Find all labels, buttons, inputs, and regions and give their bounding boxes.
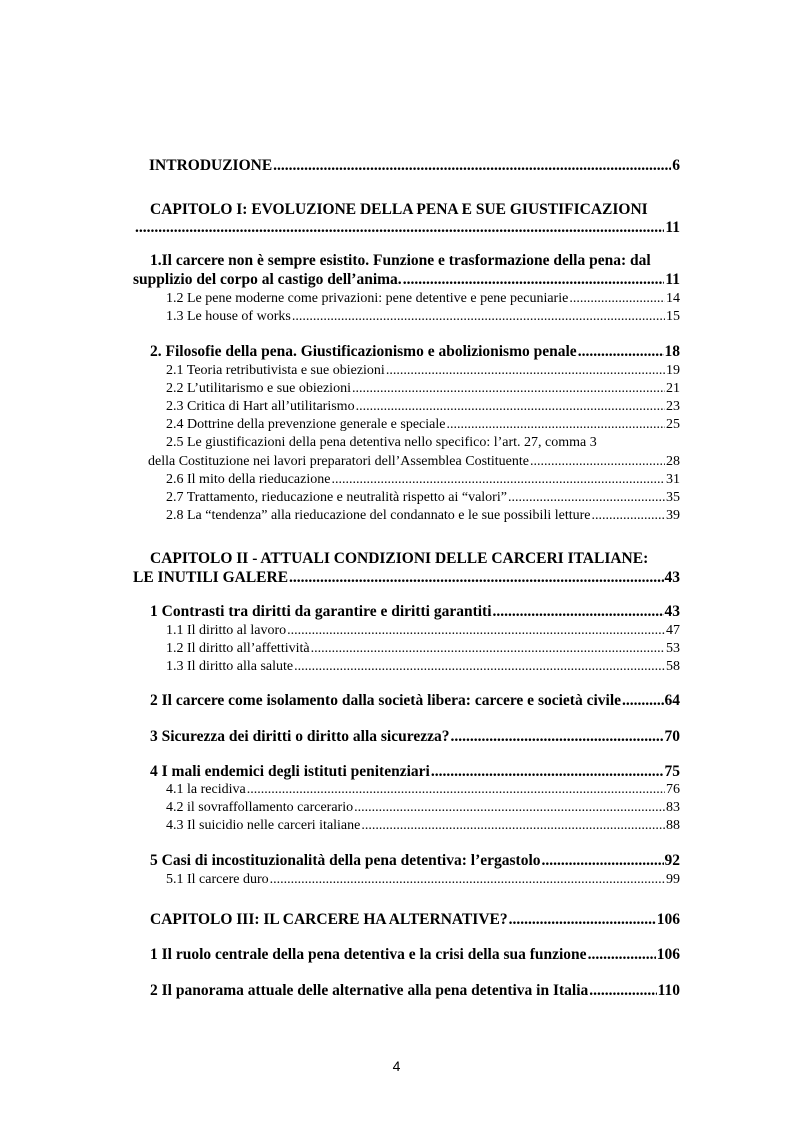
dot-leader (331, 473, 665, 487)
dot-leader (354, 801, 665, 815)
toc-entry-page: 64 (664, 692, 680, 709)
toc-entry-c2-1[interactable] (150, 604, 680, 620)
toc-entry-title: CAPITOLO III: IL CARCERE HA ALTERNATIVE? (150, 911, 508, 928)
toc-entry-page: 31 (666, 472, 680, 487)
toc-entry-page: 35 (666, 490, 680, 505)
dot-leader (509, 912, 656, 928)
toc-entry-s2[interactable] (150, 344, 680, 360)
toc-entry-page: 43 (664, 603, 680, 620)
toc-entry-title: 1 Il ruolo centrale della pena detentiva e la crisi della sua funzione (150, 946, 587, 963)
dot-leader (352, 382, 665, 396)
dot-leader (386, 364, 665, 378)
toc-entry-page: 47 (666, 623, 680, 638)
toc-entry-page: 6 (672, 157, 680, 174)
toc-entry-s1[interactable] (133, 272, 680, 288)
toc-entry-cap2[interactable] (133, 570, 680, 586)
toc-entry-title: 1.2 Le pene moderne come privazioni: pene detentive e pene pecuniarie (166, 291, 569, 306)
toc-entry-title: LE INUTILI GALERE (133, 569, 289, 586)
toc-entry-title: supplizio del corpo al castigo dell’anima. (133, 271, 402, 288)
dot-leader (287, 624, 665, 638)
toc-entry-c2-4-3[interactable] (166, 819, 680, 833)
toc-entry-page: 106 (656, 911, 680, 928)
toc-entry-s2-1[interactable] (166, 364, 680, 378)
toc-entry-title: 1 Contrasti tra diritti da garantire e diritti garantiti (150, 603, 492, 620)
dot-leader (589, 983, 656, 999)
toc-entry-s1-title-line1[interactable]: 1.Il carcere non è sempre esistito. Funzione e trasformazione della pena: dal (150, 252, 651, 269)
toc-entry-page: 92 (664, 852, 680, 869)
toc-entry-page: 110 (657, 982, 680, 999)
toc-entry-c2-5[interactable] (150, 853, 680, 869)
dot-leader (530, 455, 665, 469)
toc-entry-page: 53 (666, 641, 680, 656)
toc-entry-title: 2.4 Dottrine della prevenzione generale e speciale (166, 417, 446, 432)
toc-entry-title: 1.2 Il diritto all’affettività (166, 641, 310, 656)
toc-entry-page: 106 (656, 946, 680, 963)
toc-entry-title: 5 Casi di incostituzionalità della pena detentiva: l’ergastolo (150, 852, 541, 869)
toc-entry-title: 4.1 la recidiva (166, 782, 246, 797)
toc-entry-title: 4 I mali endemici degli istituti penitenziari (150, 763, 430, 780)
toc-entry-s2-5[interactable] (148, 455, 680, 469)
dot-leader (591, 509, 665, 523)
toc-entry-cap1-title[interactable]: CAPITOLO I: EVOLUZIONE DELLA PENA E SUE GIUSTIFICAZIONI (150, 201, 648, 218)
toc-entry-title: 2.7 Trattamento, rieducazione e neutralità rispetto ai “valori” (166, 490, 507, 505)
toc-entry-page: 43 (664, 569, 680, 586)
dot-leader (569, 292, 665, 306)
dot-leader (361, 819, 665, 833)
dot-leader (431, 764, 664, 780)
toc-entry-s2-7[interactable] (166, 491, 680, 505)
toc-entry-page: 23 (666, 399, 680, 414)
toc-entry-title: 1.3 Il diritto alla salute (166, 659, 294, 674)
toc-entry-page: 88 (666, 818, 680, 833)
toc-entry-c2-5-1[interactable] (166, 873, 680, 887)
dot-leader (247, 783, 665, 797)
toc-entry-page: 99 (666, 872, 680, 887)
dot-leader (289, 570, 663, 586)
toc-entry-c2-2[interactable] (150, 693, 680, 709)
dot-leader (542, 853, 664, 869)
toc-entry-title: 2 Il carcere come isolamento dalla società libera: carcere e società civile (150, 692, 622, 709)
toc-entry-c3-1[interactable] (150, 947, 680, 963)
toc-entry-title: 1.3 Le house of works (166, 309, 291, 324)
toc-entry-c3-2[interactable] (150, 983, 680, 999)
dot-leader (294, 660, 665, 674)
toc-entry-title: 2.3 Critica di Hart all’utilitarismo (166, 399, 355, 414)
dot-leader (273, 158, 671, 174)
toc-entry-page: 76 (666, 782, 680, 797)
dot-leader (270, 873, 665, 887)
toc-entry-page: 70 (664, 728, 680, 745)
toc-entry-page: 58 (666, 659, 680, 674)
toc-entry-title: 4.3 Il suicidio nelle carceri italiane (166, 818, 361, 833)
toc-entry-title: 2.1 Teoria retributivista e sue obiezioni (166, 363, 385, 378)
toc-entry-page: 11 (665, 219, 680, 236)
dot-leader (135, 220, 664, 236)
dot-leader (450, 729, 663, 745)
toc-entry-s2-4[interactable] (166, 418, 680, 432)
toc-entry-page: 25 (666, 417, 680, 432)
dot-leader (446, 418, 665, 432)
toc-entry-title: 5.1 Il carcere duro (166, 872, 269, 887)
toc-entry-title: 4.2 il sovraffollamento carcerario (166, 800, 354, 815)
toc-entry-page: 11 (665, 271, 680, 288)
toc-entry-page: 28 (666, 454, 680, 469)
toc-entry-s1-2[interactable] (166, 292, 680, 306)
toc-entry-title: INTRODUZIONE (149, 157, 273, 174)
toc-entry-title: 2. Filosofie della pena. Giustificazionismo e abolizionismo penale (150, 343, 577, 360)
toc-entry-title: 2.8 La “tendenza” alla rieducazione del condannato e le sue possibili letture (166, 508, 591, 523)
dot-leader (588, 947, 656, 963)
toc-entry-page: 39 (666, 508, 680, 523)
toc-entry-s2-5-title-line1[interactable]: 2.5 Le giustificazioni della pena detentiva nello specifico: l’art. 27, comma 3 (166, 435, 597, 450)
toc-entry-s1-3[interactable] (166, 310, 680, 324)
toc-entry-c2-1-2[interactable] (166, 642, 680, 656)
toc-entry-title: 3 Sicurezza dei diritti o diritto alla sicurezza? (150, 728, 450, 745)
toc-entry-c2-4-2[interactable] (166, 801, 680, 815)
toc-entry-s2-2[interactable] (166, 382, 680, 396)
toc-entry-page: 21 (666, 381, 680, 396)
dot-leader (578, 344, 664, 360)
toc-entry-title: 2 Il panorama attuale delle alternative alla pena detentiva in Italia (150, 982, 589, 999)
toc-entry-cap1[interactable] (135, 220, 680, 236)
toc-entry-c2-1-3[interactable] (166, 660, 680, 674)
toc-entry-c2-4-1[interactable] (166, 783, 680, 797)
toc-entry-title: 2.6 Il mito della rieducazione (166, 472, 331, 487)
dot-leader (493, 604, 664, 620)
toc-entry-cap3[interactable] (150, 912, 680, 928)
toc-entry-title: 2.2 L’utilitarismo e sue obiezioni (166, 381, 351, 396)
dot-leader (292, 310, 665, 324)
page-number: 4 (392, 1058, 401, 1074)
toc-entry-page: 83 (666, 800, 680, 815)
toc-entry-introduzione[interactable] (149, 158, 680, 174)
dot-leader (356, 400, 665, 414)
toc-entry-c2-3[interactable] (150, 729, 680, 745)
toc-entry-page: 18 (664, 343, 680, 360)
toc-entry-s2-8[interactable] (166, 509, 680, 523)
toc-entry-page: 14 (666, 291, 680, 306)
toc-entry-title: della Costituzione nei lavori preparatori dell’Assemblea Costituente (148, 454, 530, 469)
toc-entry-s2-6[interactable] (166, 473, 680, 487)
toc-entry-c2-1-1[interactable] (166, 624, 680, 638)
toc-entry-page: 19 (666, 363, 680, 378)
dot-leader (622, 693, 663, 709)
toc-entry-s2-3[interactable] (166, 400, 680, 414)
dot-leader (508, 491, 665, 505)
dot-leader (403, 272, 665, 288)
dot-leader (311, 642, 665, 656)
toc-entry-title: 1.1 Il diritto al lavoro (166, 623, 287, 638)
toc-entry-c2-4[interactable] (150, 764, 680, 780)
toc-entry-cap2-title-line1[interactable]: CAPITOLO II - ATTUALI CONDIZIONI DELLE CARCERI ITALIANE: (150, 550, 649, 567)
toc-entry-page: 15 (666, 309, 680, 324)
toc-entry-page: 75 (664, 763, 680, 780)
